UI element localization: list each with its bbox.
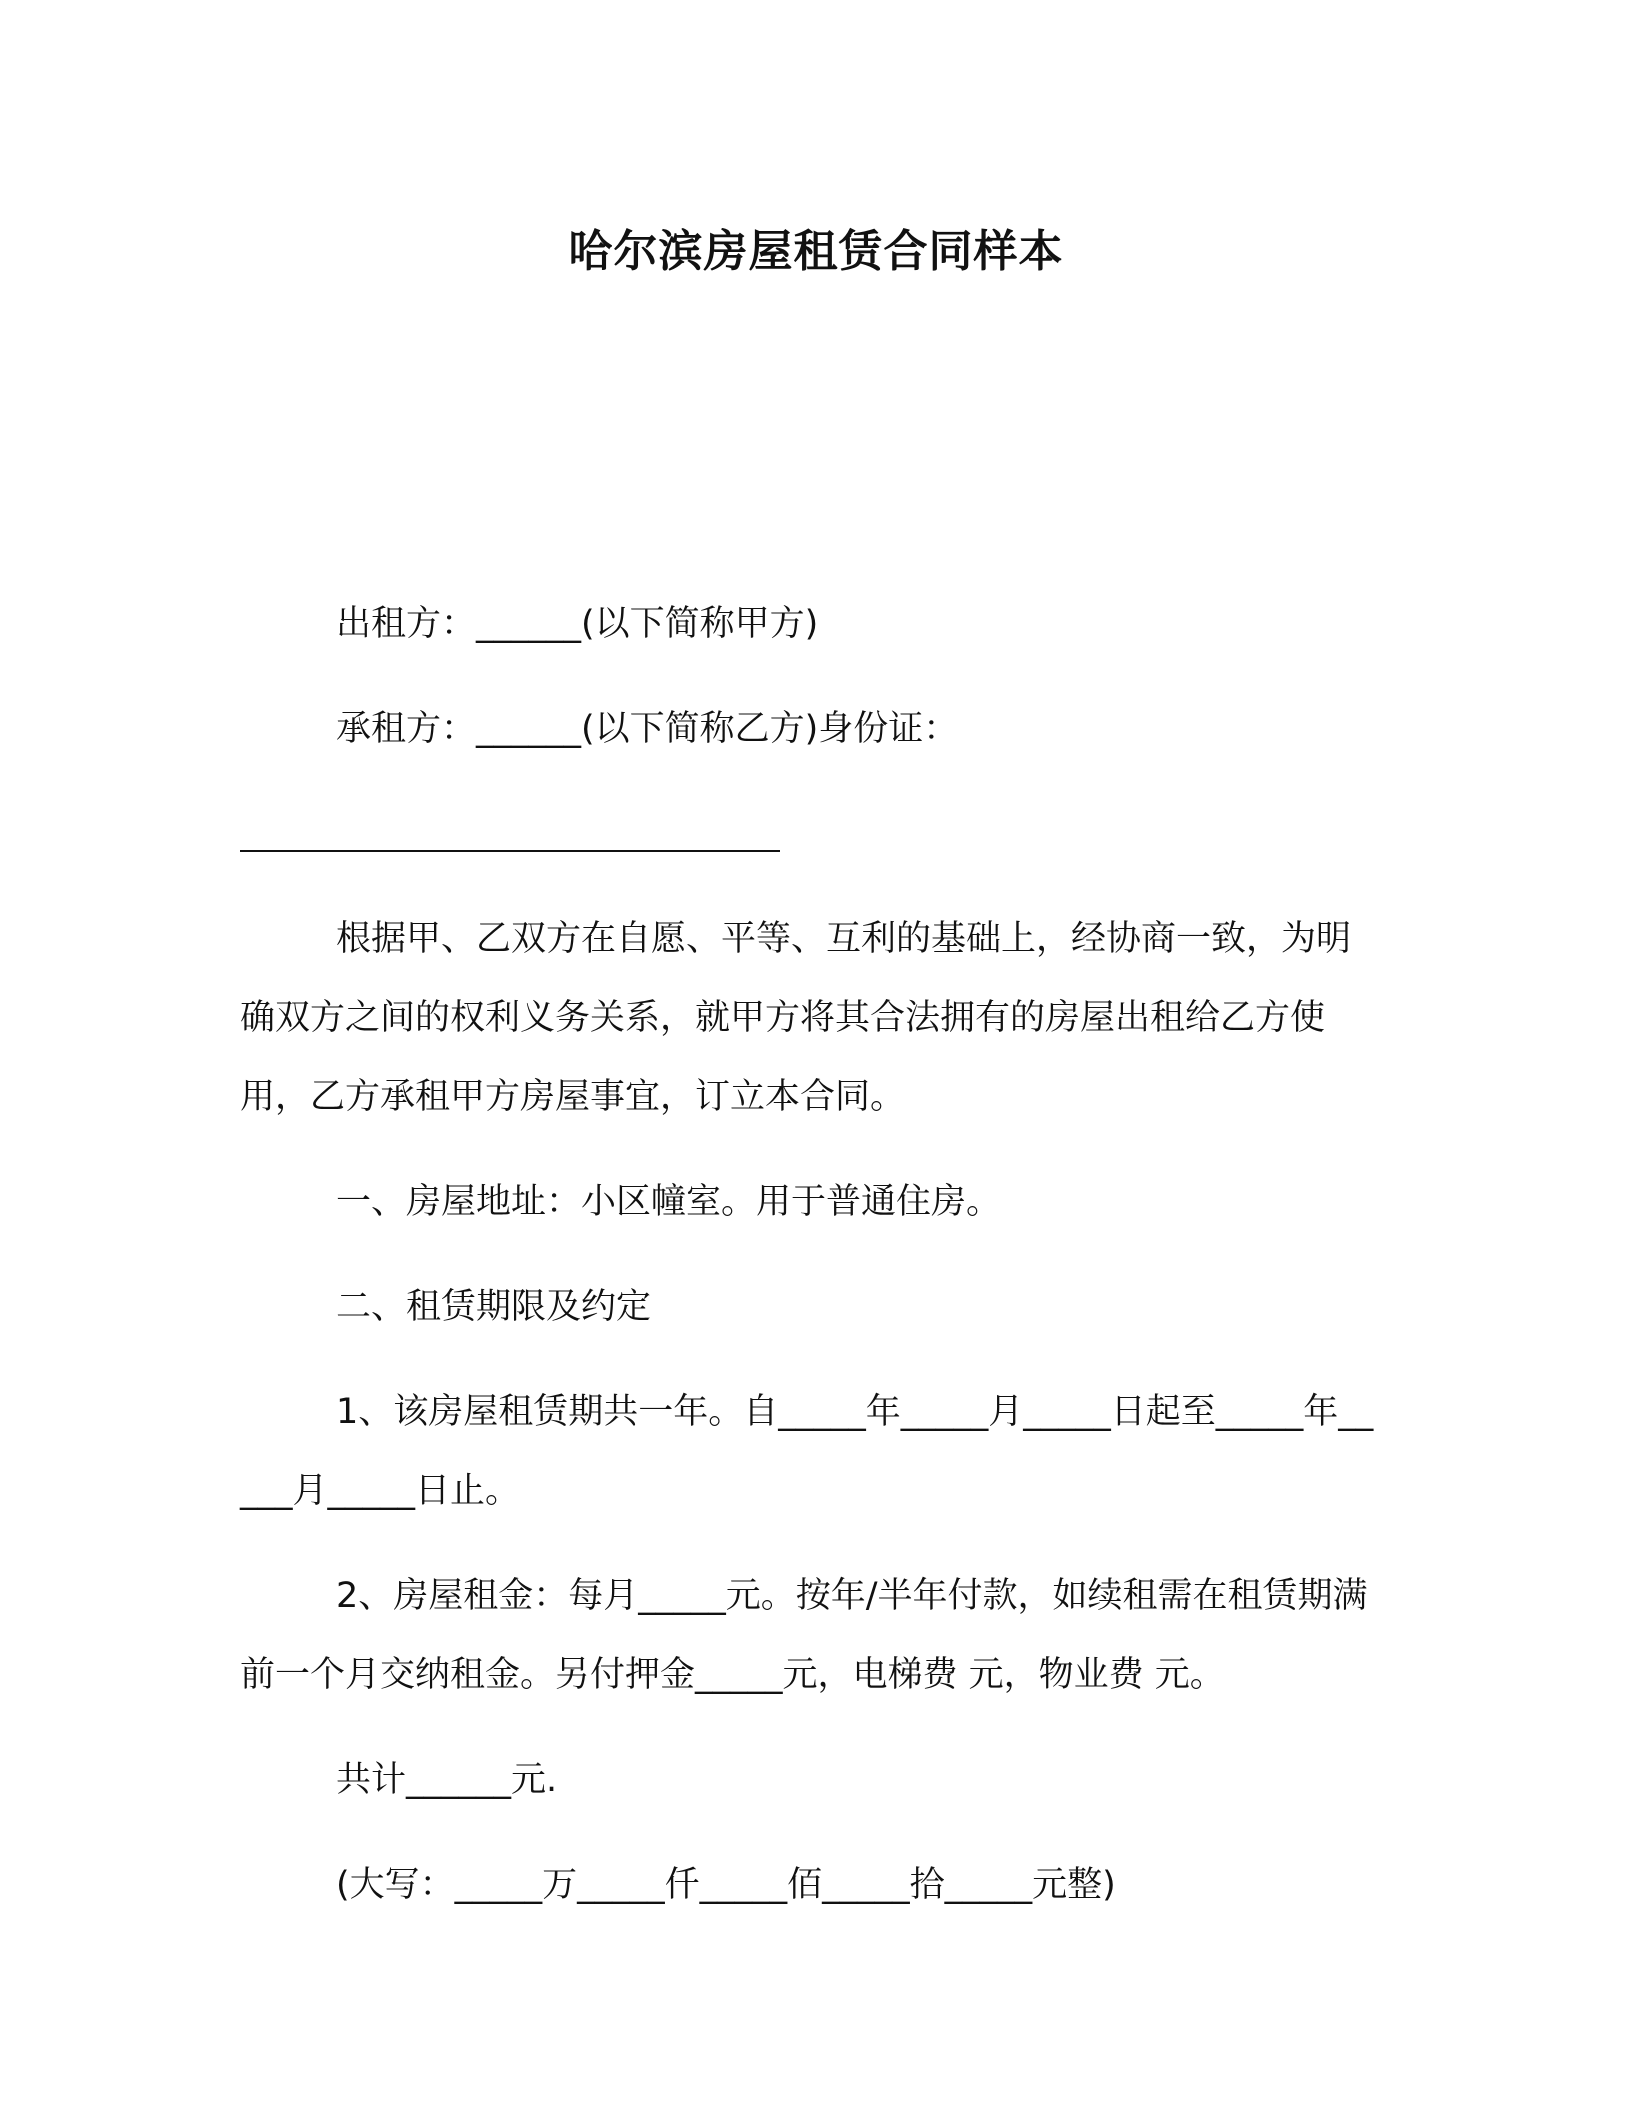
amount-in-words-line: (大写：_____万_____仟_____佰_____拾_____元整)	[336, 1865, 1116, 1905]
document-title: 哈尔滨房屋租赁合同样本	[568, 226, 1064, 277]
section-lease-term-heading: 二、租赁期限及约定	[336, 1287, 652, 1327]
section-address: 一、房屋地址：小区幢室。用于普通住房。	[336, 1182, 1002, 1222]
clause-lease-period: 1、该房屋租赁期共一年。自_____年_____月_____日起至_____年_____月_____日止。	[240, 1392, 1374, 1511]
total-amount-line: 共计______元.	[336, 1760, 558, 1800]
lessee-line: 承租方：______(以下简称乙方)身份证：	[336, 709, 959, 749]
preamble-paragraph: 根据甲、乙双方在自愿、平等、互利的基础上，经协商一致，为明确双方之间的权利义务关系，就甲方将其合法拥有的房屋出租给乙方使用，乙方承租甲方房屋事宜，订立本合同。	[240, 919, 1352, 1117]
clause-rent: 2、房屋租金：每月_____元。按年/半年付款，如续租需在租赁期满前一个月交纳租金。另付押金_____元，电梯费 元，物业费 元。	[240, 1576, 1368, 1695]
document-body	[240, 585, 1380, 1951]
lessor-line: 出租方：______(以下简称甲方)	[336, 604, 819, 644]
blank-underline	[240, 850, 780, 852]
id-number-blank	[240, 795, 1380, 874]
